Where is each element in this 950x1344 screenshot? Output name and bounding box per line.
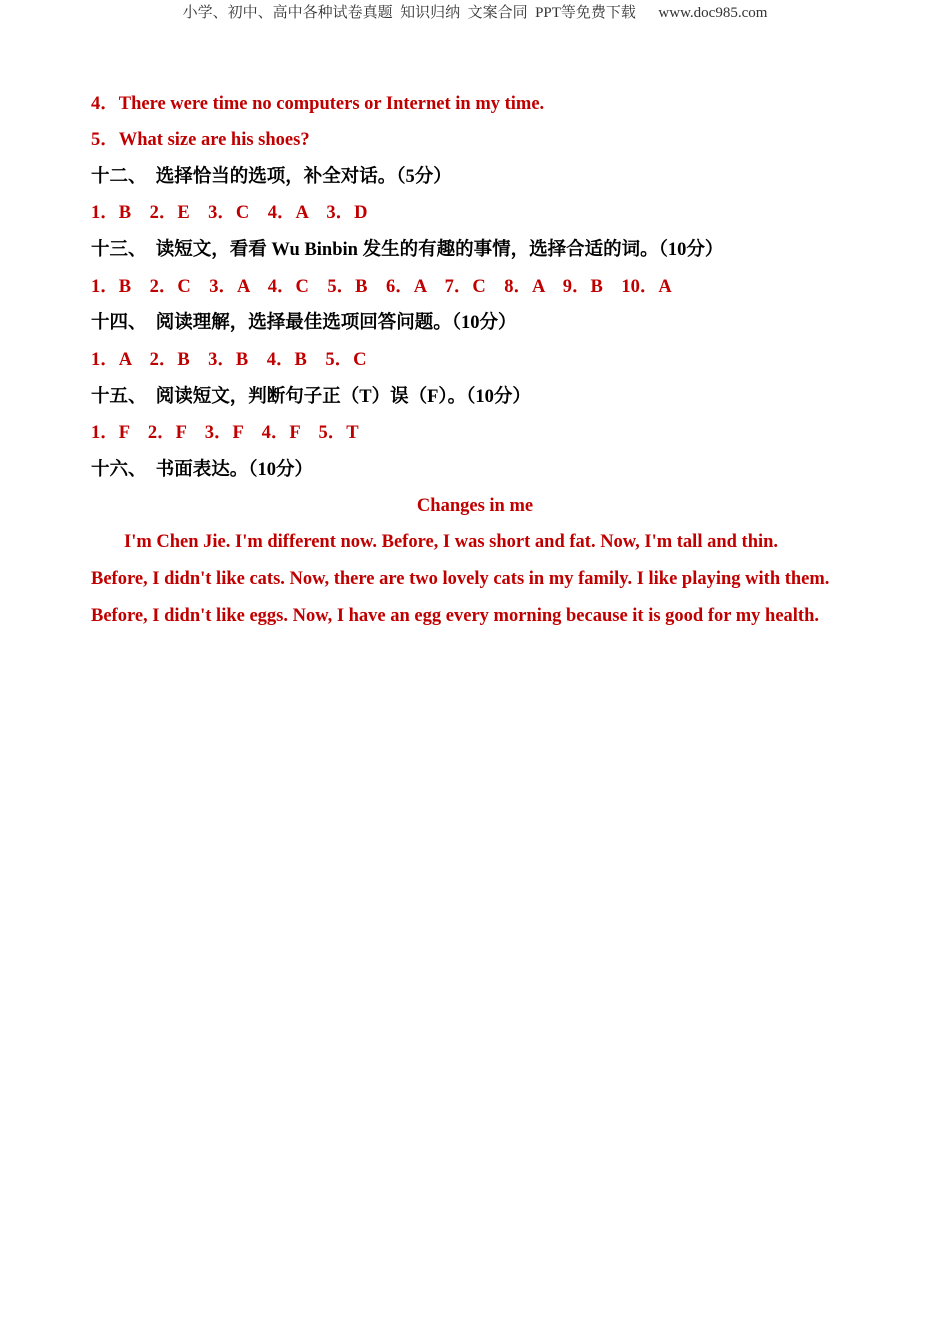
section-16-heading: 十六、 书面表达。（10分） xyxy=(91,460,314,480)
section-14-heading: 十四、 阅读理解，选择最佳选项回答问题。（10分） xyxy=(91,313,517,333)
essay-line-1: I'm Chen Jie. I'm different now. Before, I was short and fat. Now, I'm tall and thin. xyxy=(124,532,779,552)
essay-line-2: Before, I didn't like cats. Now, there are two lovely cats in my family. I like playing with them. xyxy=(91,569,830,589)
essay-title: Changes in me xyxy=(416,496,534,516)
essay-line-3: Before, I didn't like eggs. Now, I have an egg every morning because it is good for my health. xyxy=(91,606,819,626)
answer-line-4: 4．There were time no computers or Internet in my time. xyxy=(91,94,545,114)
answer-line-5: 5．What size are his shoes? xyxy=(91,130,310,150)
section-12-heading: 十二、 选择恰当的选项，补全对话。（5分） xyxy=(91,167,452,187)
section-13-answers: 1．B 2．C 3．A 4．C 5．B 6．A 7．C 8．A 9．B 10．A xyxy=(91,277,672,297)
section-12-answers: 1．B 2．E 3．C 4．A 3．D xyxy=(91,203,368,223)
section-14-answers: 1．A 2．B 3．B 4．B 5．C xyxy=(91,350,367,370)
page-header: 小学、初中、高中各种试卷真题 知识归纳 文案合同 PPT等免费下载 www.doc985.com xyxy=(182,5,768,21)
section-13-heading: 十三、 读短文，看看 Wu Binbin 发生的有趣的事情，选择合适的词。（10分） xyxy=(91,240,724,260)
section-15-answers: 1．F 2．F 3．F 4．F 5．T xyxy=(91,423,359,443)
section-15-heading: 十五、 阅读短文，判断句子正（T）误（F）。（10分） xyxy=(91,387,531,407)
